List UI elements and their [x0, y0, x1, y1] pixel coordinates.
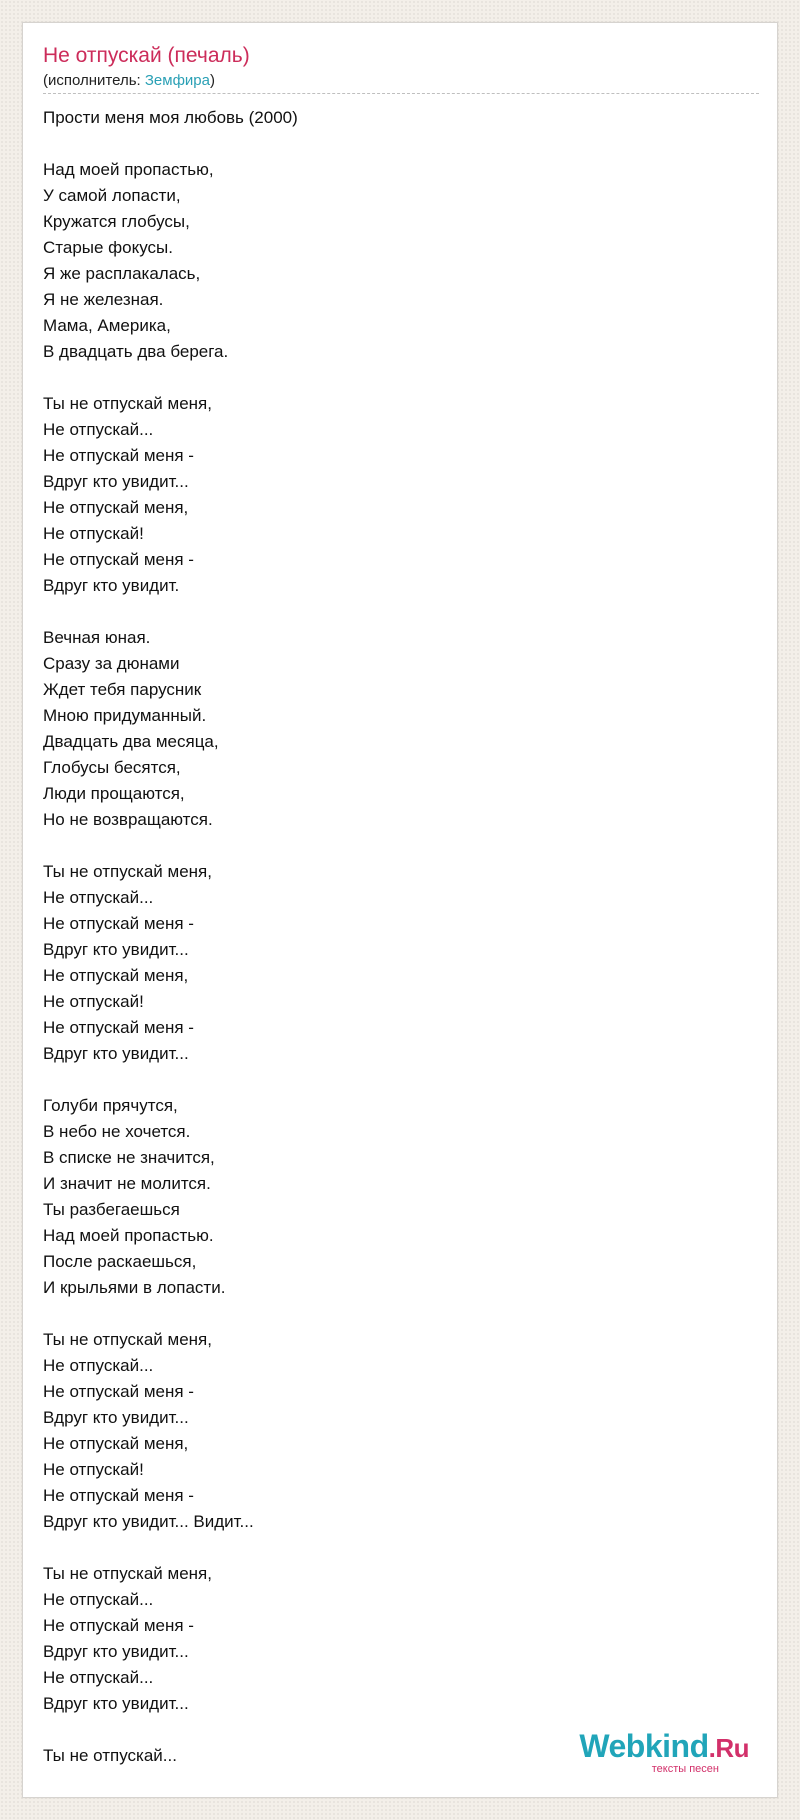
lyric-line: Не отпускай меня - [43, 550, 194, 569]
stanza-gap [43, 1067, 759, 1093]
lyric-line: Над моей пропастью, [43, 160, 214, 179]
lyric-line: Вдруг кто увидит... [43, 1044, 189, 1063]
lyric-line: Двадцать два месяца, [43, 732, 219, 751]
site-logo[interactable] [579, 1729, 749, 1775]
lyric-line: Глобусы бесятся, [43, 758, 181, 777]
lyric-line: Не отпускай... [43, 888, 154, 907]
lyric-line: Не отпускай! [43, 992, 144, 1011]
lyric-line: В небо не хочется. [43, 1122, 191, 1141]
header-divider [43, 93, 759, 94]
lyric-line: Не отпускай... [43, 1356, 154, 1375]
stanza-gap [43, 1535, 759, 1561]
artist-link[interactable]: Земфира [144, 72, 210, 89]
lyric-line: Не отпускай меня, [43, 1434, 189, 1453]
lyric-line: Не отпускай! [43, 1460, 144, 1479]
lyric-line: Сразу за дюнами [43, 654, 180, 673]
lyric-line: Вдруг кто увидит... [43, 1408, 189, 1427]
lyric-line: Вечная юная. [43, 628, 151, 647]
lyric-line: Не отпускай меня, [43, 498, 189, 517]
lyric-line: Вдруг кто увидит... Видит... [43, 1512, 254, 1531]
artist-suffix: ) [210, 72, 215, 89]
lyric-line: Не отпускай меня, [43, 966, 189, 985]
stanza-gap [43, 833, 759, 859]
lyric-line: Не отпускай! [43, 524, 144, 543]
lyric-line: Вдруг кто увидит... [43, 472, 189, 491]
lyric-line: Ты не отпускай меня, [43, 1564, 212, 1583]
lyric-line: У самой лопасти, [43, 186, 181, 205]
song-title: Не отпускай (печаль) [43, 44, 250, 67]
lyric-line: Не отпускай... [43, 1590, 154, 1609]
lyric-line: Люди прощаются, [43, 784, 185, 803]
lyric-line: Не отпускай меня - [43, 1382, 194, 1401]
lyrics-card [22, 22, 778, 1798]
lyric-line: Ты разбегаешься [43, 1200, 180, 1219]
lyric-line: Я же расплакалась, [43, 264, 201, 283]
lyric-line: Кружатся глобусы, [43, 212, 190, 231]
lyric-line: Над моей пропастью. [43, 1226, 214, 1245]
lyric-line: Не отпускай меня - [43, 1486, 194, 1505]
stanza-gap [43, 365, 759, 391]
lyric-line: Ждет тебя парусник [43, 680, 202, 699]
lyric-line: Но не возвращаются. [43, 810, 213, 829]
stanza-gap [43, 599, 759, 625]
lyric-line: Ты не отпускай меня, [43, 394, 212, 413]
lyric-line: И значит не молится. [43, 1174, 211, 1193]
stanza-gap [43, 131, 759, 157]
lyric-line: Мною придуманный. [43, 706, 207, 725]
lyric-line: Не отпускай меня - [43, 914, 194, 933]
lyric-line: В списке не значится, [43, 1148, 215, 1167]
logo-brand: Webkind [579, 1728, 709, 1764]
lyric-line: Голуби прячутся, [43, 1096, 178, 1115]
lyric-line: Не отпускай... [43, 1668, 154, 1687]
logo-tld: .Ru [708, 1733, 749, 1763]
artist-prefix: (исполнитель: [43, 72, 145, 89]
stanza-gap [43, 1301, 759, 1327]
lyric-line: Мама, Америка, [43, 316, 171, 335]
lyric-line: В двадцать два берега. [43, 342, 229, 361]
lyric-line: Не отпускай меня - [43, 1616, 194, 1635]
lyric-line: После раскаешься, [43, 1252, 197, 1271]
lyric-line: Вдруг кто увидит... [43, 1642, 189, 1661]
lyric-line: Старые фокусы. [43, 238, 173, 257]
logo-tagline: тексты песен [651, 1763, 719, 1775]
artist-line [43, 71, 759, 91]
song-header [43, 43, 759, 91]
lyric-line: Не отпускай... [43, 420, 154, 439]
lyrics-text [43, 105, 759, 1769]
lyric-line: Вдруг кто увидит... [43, 940, 189, 959]
lyric-line: Ты не отпускай... [43, 1746, 177, 1765]
lyric-line: Не отпускай меня - [43, 1018, 194, 1037]
lyric-line: Не отпускай меня - [43, 446, 194, 465]
lyric-line: Вдруг кто увидит... [43, 1694, 189, 1713]
lyric-line: Прости меня моя любовь (2000) [43, 108, 298, 127]
logo-wordmark [579, 1729, 749, 1765]
lyric-line: Вдруг кто увидит. [43, 576, 180, 595]
lyric-line: И крыльями в лопасти. [43, 1278, 226, 1297]
lyric-line: Ты не отпускай меня, [43, 862, 212, 881]
lyric-line: Ты не отпускай меня, [43, 1330, 212, 1349]
lyric-line: Я не железная. [43, 290, 164, 309]
